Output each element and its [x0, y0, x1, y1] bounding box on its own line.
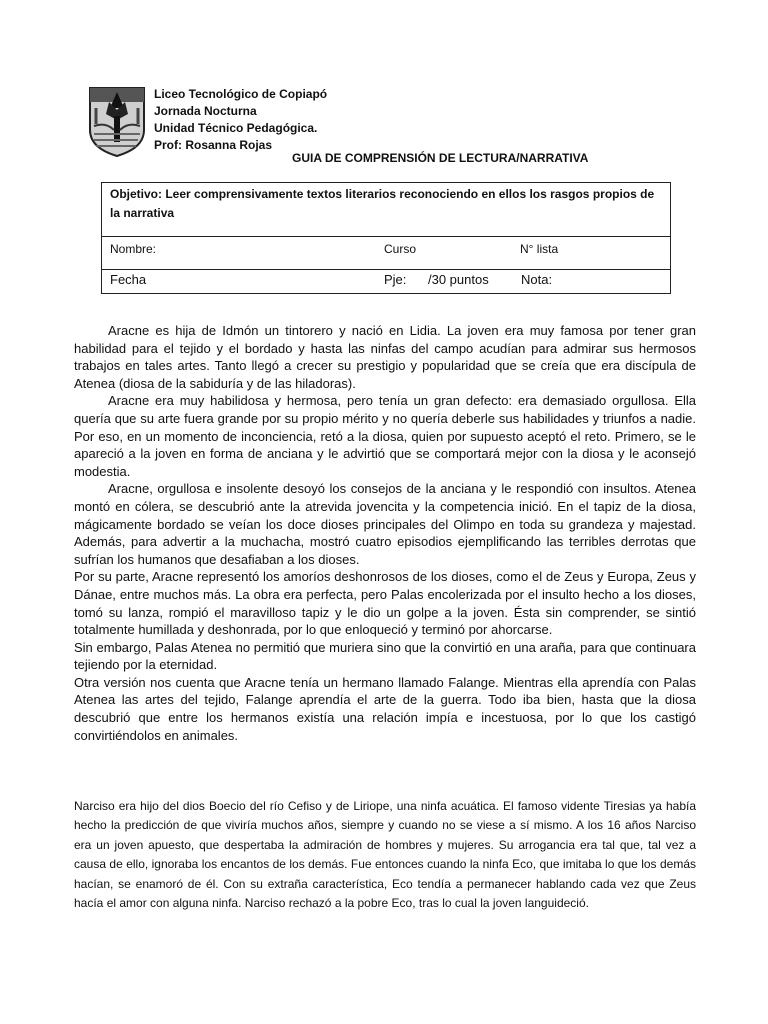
date-row — [102, 269, 670, 294]
story-paragraph: Aracne, orgullosa e insolente desoyó los consejos de la anciana y le respondió con insultos. Atenea montó en cólera, se descubrió ante la atrevida jovencita y la competencia inició. En el tapiz de la diosa, mágicamente bordado se veían los doce dioses principales del Olimpo en toda su grandeza y majestad. Además, para advertir a la muchacha, mostró cuatro episodios ejemplificando las terribles derrotas que sufrían los humanos que desafiaban a los dioses. — [74, 481, 696, 567]
name-field-label: Nombre: — [110, 242, 157, 256]
score-field-label: Pje: — [384, 272, 407, 287]
guide-title: GUIA DE COMPRENSIÓN DE LECTURA/NARRATIVA — [292, 151, 589, 165]
story-paragraph: Sin embargo, Palas Atenea no permitió que muriera sino que la convirtió en una araña, para que continuara tejiendo por la eternidad. — [74, 639, 696, 673]
aracne-story — [74, 322, 696, 744]
school-shift: Jornada Nocturna — [154, 104, 257, 118]
narciso-story — [74, 797, 696, 913]
school-crest-icon — [88, 86, 146, 158]
date-field-label: Fecha — [110, 272, 147, 287]
story-paragraph: Por su parte, Aracne representó los amoríos deshonrosos de los dioses, como el de Zeus y Europa, Zeus y Dánae, entre muchos más. La obra era perfecta, pero Palas encolerizada por el insulto hecho a los dioses, tomó su lanza, rompió el maravilloso tapiz y le dio un golpe a la joven. Ésta sin comprender, se sintió totalmente humillada y deshonrada, por lo que enloqueció y terminó por ahorcarse. — [74, 569, 696, 638]
list-number-label: N° lista — [520, 242, 559, 256]
teacher-name: Prof: Rosanna Rojas — [154, 138, 273, 152]
story-paragraph: Otra versión nos cuenta que Aracne tenía un hermano llamado Falange. Mientras ella aprendía con Palas Atenea las artes del tejido, Falange aprendía el arte de la guerra. Todo iba bien, hasta que la diosa descubrió que entre los hermanos existía una relación impía e incestuosa, por lo que los castigó convirtiéndolos en animales. — [74, 674, 696, 743]
grade-field-label: Nota: — [521, 272, 553, 287]
name-row — [102, 236, 670, 270]
course-field-label: Curso — [384, 242, 417, 256]
school-unit: Unidad Técnico Pedagógica. — [154, 121, 318, 135]
total-points: /30 puntos — [428, 272, 489, 287]
school-name: Liceo Tecnológico de Copiapó — [154, 87, 328, 101]
objective-row — [102, 183, 670, 237]
story-paragraph: Aracne es hija de Idmón un tintorero y nació en Lidia. La joven era muy famosa por tener gran habilidad para el tejido y el bordado y hasta las ninfas del campo acudían para admirar sus hermosos trabajos en tales artes. Tanto llegó a crecer su prestigio y popularidad que se creía que era discípula de Atenea (diosa de la sabiduría y de las hiladoras). — [74, 323, 696, 391]
story-paragraph: Aracne era muy habilidosa y hermosa, pero tenía un gran defecto: era demasiado orgullosa. Ella quería que su arte fuera grande por su propio mérito y no quería deberle sus habilidades y triunfos a nadie. Por eso, en un momento de inconciencia, retó a la diosa, quien por supuesto aceptó el reto. Primero, se le apareció a la joven en forma de anciana y le advirtió que se comportará mejor con la diosa y le aconsejó modestia. — [74, 393, 696, 479]
objective-text: Objetivo: Leer comprensivamente textos literarios reconociendo en ellos los rasgos propios de la narrativa — [110, 187, 655, 220]
student-info-table — [101, 182, 671, 294]
school-header — [154, 86, 327, 154]
narciso-paragraph: Narciso era hijo del dios Boecio del río Cefiso y de Liriope, una ninfa acuática. El famoso vidente Tiresias ya había hecho la predicción de que viviría muchos años, siempre y cuando no se viese a sí mismo. A los 16 años Narciso era un joven apuesto, que despertaba la admiración de hombres y mujeres. Su arrogancia era tal que, tal vez a causa de ello, ignoraba los encantos de los demás. Fue entonces cuando la ninfa Eco, que imitaba lo que los demás hacían, se enamoró de él. Con su extraña característica, Eco tendía a permanecer hablando cada vez que Zeus hacía el amor con alguna ninfa. Narciso rechazó a la pobre Eco, tras lo cual la joven languideció. — [74, 799, 696, 911]
